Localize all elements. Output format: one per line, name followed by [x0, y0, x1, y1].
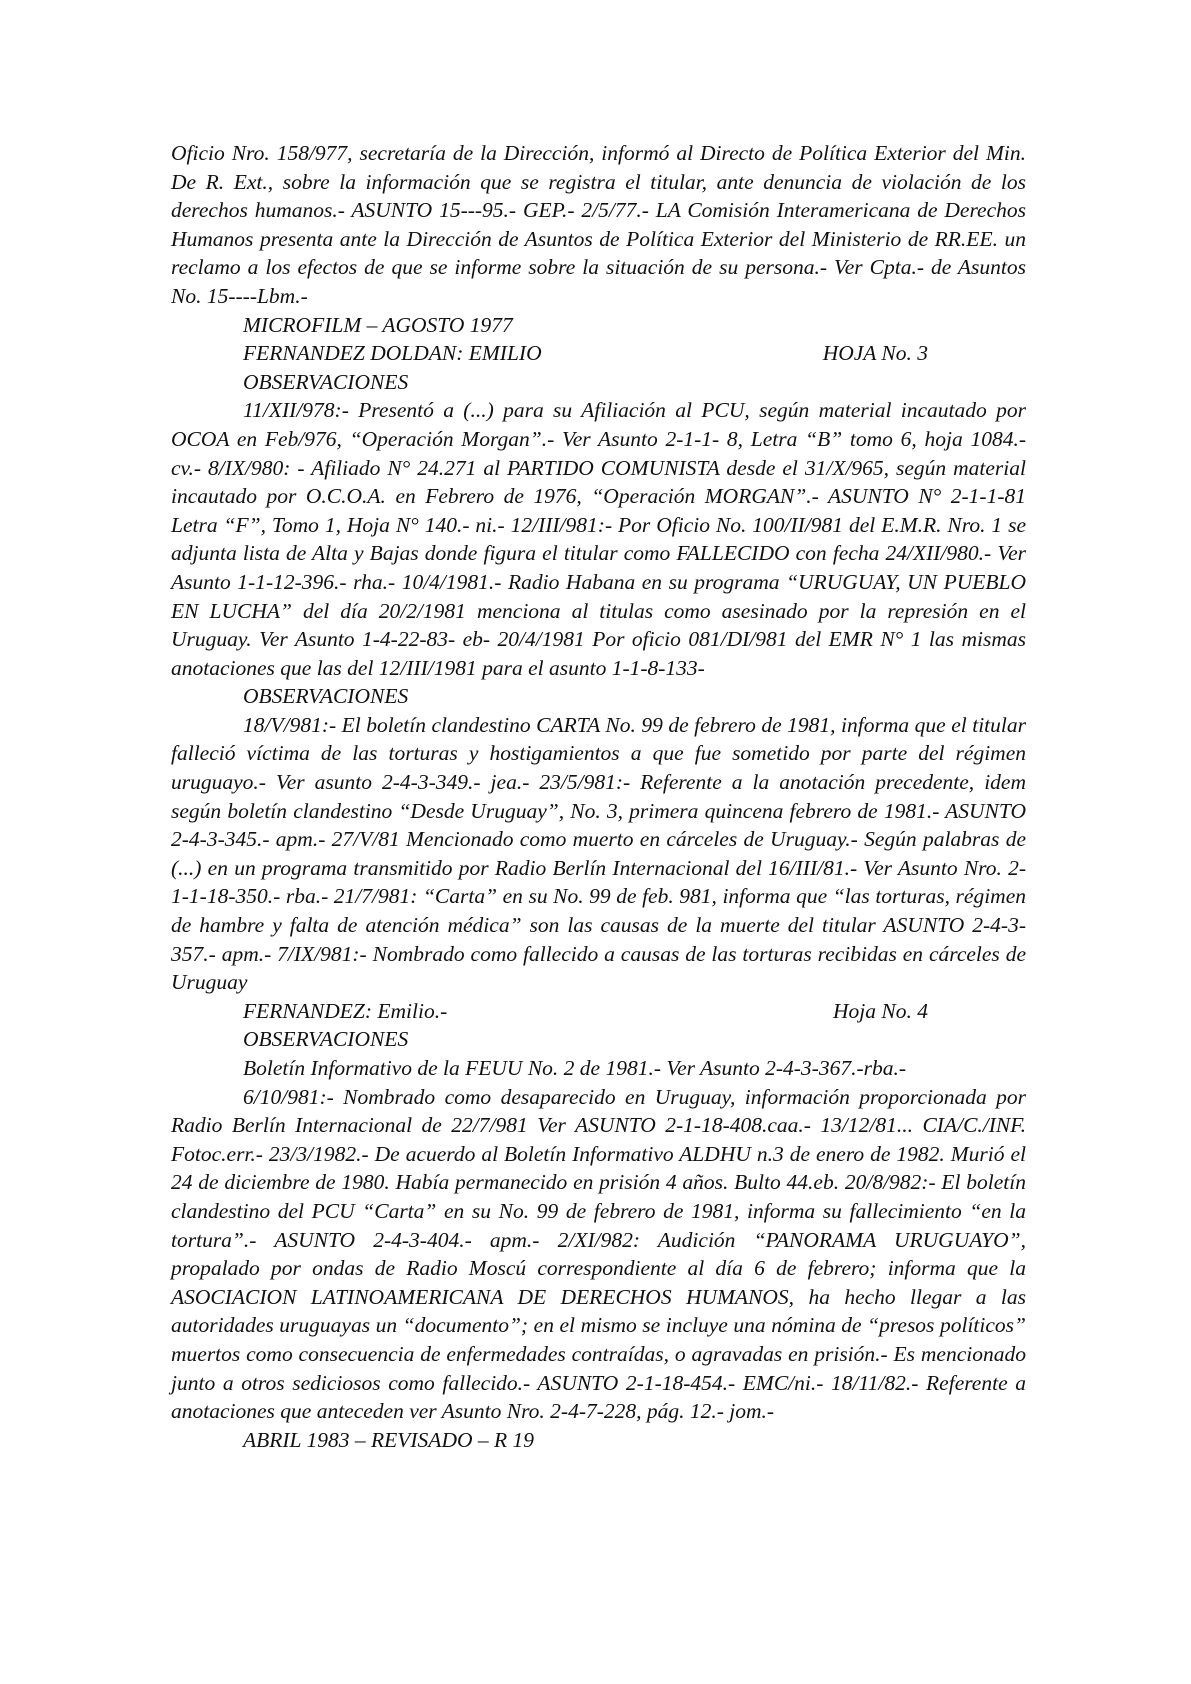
sheet-3-header — [171, 339, 1026, 368]
observaciones-heading-1: OBSERVACIONES — [243, 369, 409, 394]
observations-paragraph-2: 18/V/981:- El boletín clandestino CARTA No. 99 de febrero de 1981, informa que el titular falleció víctima de las torturas y hostigamientos a que fue sometido por parte del régimen uruguayo.- Ver asunto 2-4-3-349.- jea.- 23/5/981:- Referente a la anotación precedente, idem según boletín clandestino “Desde Uruguay”, No. 3, primera quincena febrero de 1981.- ASUNTO 2-4-3-345.- apm.- 27/V/81 Mencionado como muerto en cárceles de Uruguay.- Según palabras de (...) en un programa transmitido por Radio Berlín Internacional del 16/III/81.- Ver Asunto Nro. 2-1-1-18-350.- rba.- 21/7/981: “Carta” en su No. 99 de feb. 981, informa que “las torturas, régimen de hambre y falta de atención médica” son las causas de la muerte del titular ASUNTO 2-4-3-357.- apm.- 7/IX/981:- Nombrado como fallecido a causas de las torturas recibidas en cárceles de Uruguay — [171, 712, 1026, 995]
sheet-4-subject-name: FERNANDEZ: Emilio.- — [243, 998, 448, 1023]
document-body — [171, 139, 1026, 1454]
intro-paragraph: Oficio Nro. 158/977, secretaría de la Dirección, informó al Directo de Política Exterior del Min. De R. Ext., sobre la información que se registra el titular, ante denuncia de violación de los derechos humanos.- ASUNTO 15---95.- GEP.- 2/5/77.- LA Comisión Interamericana de Derechos Humanos presenta ante la Dirección de Asuntos de Política Exterior del Ministerio de RR.EE. un reclamo a los efectos de que se informe sobre la situación de su persona.- Ver Cpta.- de Asuntos No. 15----Lbm.- — [171, 141, 1026, 308]
sheet-4-header — [171, 997, 1026, 1026]
sheet-3-label: HOJA No. 3 — [822, 341, 928, 366]
observations-paragraph-1: 11/XII/978:- Presentó a (...) para su Afiliación al PCU, según material incautado por OCOA en Feb/976, “Operación Morgan”.- Ver Asunto 2-1-1- 8, Letra “B” tomo 6, hoja 1084.- cv.- 8/IX/980: - Afiliado N° 24.271 al PARTIDO COMUNISTA desde el 31/X/965, según material incautado por O.C.O.A. en Febrero de 1976, “Operación MORGAN”.- ASUNTO N° 2-1-1-81 Letra “F”, Tomo 1, Hoja N° 140.- ni.- 12/III/981:- Por Oficio No. 100/II/981 del E.M.R. Nro. 1 se adjunta lista de Alta y Bajas donde figura el titular como FALLECIDO con fecha 24/XII/980.- Ver Asunto 1-1-12-396.- rha.- 10/4/1981.- Radio Habana en su programa “URUGUAY, UN PUEBLO EN LUCHA” del día 20/2/1981 menciona al titulas como asesinado por la represión en el Uruguay. Ver Asunto 1-4-22-83- eb- 20/4/1981 Por oficio 081/DI/981 del EMR N° 1 las mismas anotaciones que las del 12/III/1981 para el asunto 1-1-8-133- — [171, 398, 1026, 680]
sheet-4-label: Hoja No. 4 — [833, 998, 928, 1023]
observations-paragraph-3: 6/10/981:- Nombrado como desaparecido en Uruguay, información proporcionada por Radio Berlín Internacional de 22/7/981 Ver ASUNTO 2-1-18-408.caa.- 13/12/81... CIA/C./INF. Fotoc.err.- 23/3/1982.- De acuerdo al Boletín Informativo ALDHU n.3 de enero de 1982. Murió el 24 de diciembre de 1980. Había permanecido en prisión 4 años. Bulto 44.eb. 20/8/982:- El boletín clandestino del PCU “Carta” en su No. 99 de febrero de 1981, informa su fallecimiento “en la tortura”.- ASUNTO 2-4-3-404.- apm.- 2/XI/982: Audición “PANORAMA URUGUAYO”, propalado por ondas de Radio Moscú correspondiente al día 6 de febrero; informa que la ASOCIACION LATINOAMERICANA DE DERECHOS HUMANOS, ha hecho llegar a las autoridades uruguayas un “documento”; en el mismo se incluye una nómina de “presos políticos” muertos como consecuencia de enfermedades contraídas, o agravadas en prisión.- Es mencionado junto a otros sediciosos como fallecido.- ASUNTO 2-1-18-454.- EMC/ni.- 18/11/82.- Referente a anotaciones que anteceden ver Asunto Nro. 2-4-7-228, pág. 12.- jom.- — [171, 1084, 1026, 1424]
observaciones-heading-2: OBSERVACIONES — [243, 684, 409, 709]
feuu-bulletin-line: Boletín Informativo de la FEUU No. 2 de 1981.- Ver Asunto 2-4-3-367.-rba.- — [243, 1056, 907, 1080]
microfilm-line: MICROFILM – AGOSTO 1977 — [243, 312, 513, 337]
revision-line: ABRIL 1983 – REVISADO – R 19 — [243, 1427, 535, 1452]
sheet-3-subject-name: FERNANDEZ DOLDAN: EMILIO — [243, 341, 542, 366]
observaciones-heading-3: OBSERVACIONES — [243, 1027, 409, 1052]
